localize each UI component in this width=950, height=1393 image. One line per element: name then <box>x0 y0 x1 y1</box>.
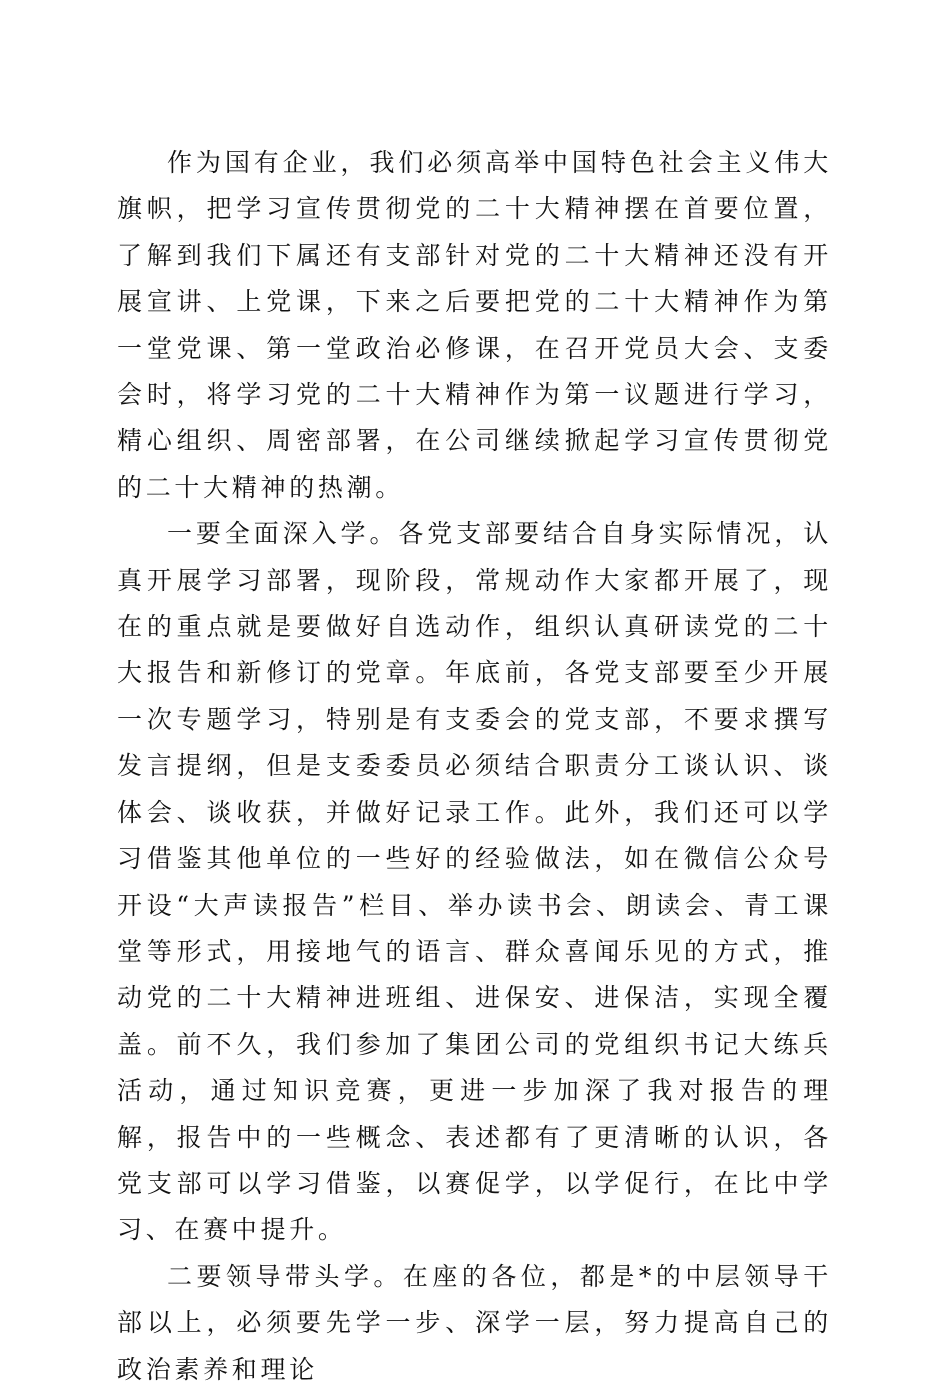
paragraph-point-two: 二要领导带头学。在座的各位，都是*的中层领导干部以上，必须要先学一步、深学一层，努力提高自己的政治素养和理论 <box>117 1261 832 1384</box>
paragraph-intro: 作为国有企业，我们必须高举中国特色社会主义伟大旗帜，把学习宣传贯彻党的二十大精神摆在首要位置，了解到我们下属还有支部针对党的二十大精神还没有开展宣讲、上党课，下来之后要把党的二十大精神作为第一堂党课、第一堂政治必修课，在召开党员大会、支委会时，将学习党的二十大精神作为第一议题进行学习，精心组织、周密部署，在公司继续掀起学习宣传贯彻党的二十大精神的热潮。 <box>117 148 832 502</box>
paragraph-point-one: 一要全面深入学。各党支部要结合自身实际情况，认真开展学习部署，现阶段，常规动作大家都开展了，现在的重点就是要做好自选动作，组织认真研读党的二十大报告和新修订的党章。年底前，各党支部要至少开展一次专题学习，特别是有支委会的党支部，不要求撰写发言提纲，但是支委委员必须结合职责分工谈认识、谈体会、谈收获，并做好记录工作。此外，我们还可以学习借鉴其他单位的一些好的经验做法，如在微信公众号开设“大声读报告”栏目、举办读书会、朗读会、青工课堂等形式，用接地气的语言、群众喜闻乐见的方式，推动党的二十大精神进班组、进保安、进保洁，实现全覆盖。前不久，我们参加了集团公司的党组织书记大练兵活动，通过知识竞赛，更进一步加深了我对报告的理解，报告中的一些概念、表述都有了更清晰的认识，各党支部可以学习借鉴，以赛促学，以学促行，在比中学习、在赛中提升。 <box>117 519 832 1245</box>
document-body <box>117 140 832 1393</box>
